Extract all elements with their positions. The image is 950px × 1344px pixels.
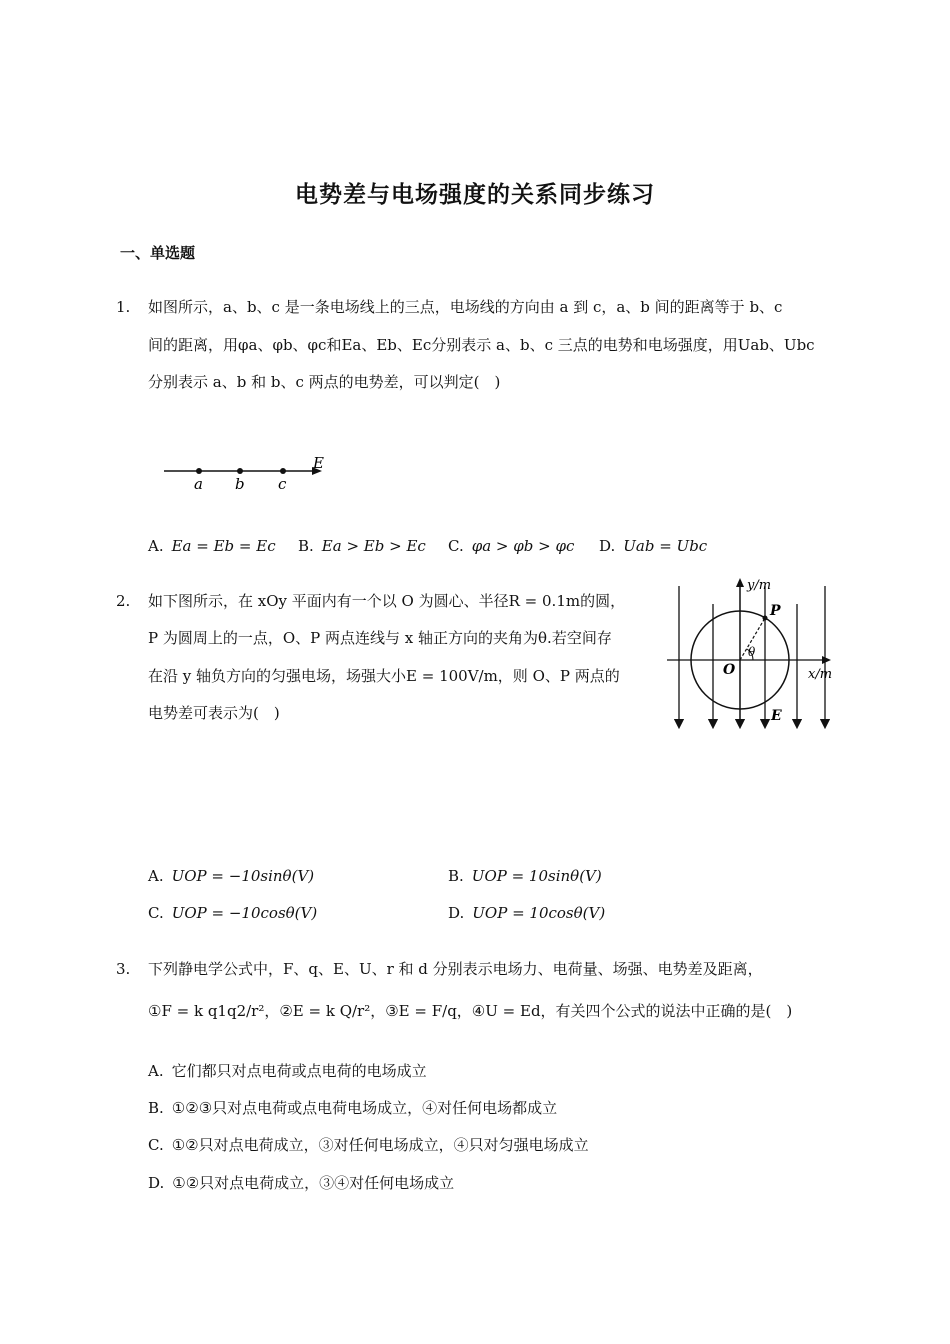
label-E: E bbox=[313, 454, 324, 472]
point-a bbox=[196, 468, 202, 474]
option-c[interactable] bbox=[448, 537, 574, 555]
option-text: UOP = −10cosθ(V) bbox=[171, 904, 318, 922]
option-b[interactable] bbox=[448, 867, 602, 885]
option-b[interactable] bbox=[148, 1097, 557, 1118]
option-label: A. bbox=[148, 1062, 164, 1080]
question-number: 3. bbox=[116, 960, 131, 978]
option-b[interactable] bbox=[298, 537, 426, 555]
option-text: Ea = Eb = Ec bbox=[171, 537, 276, 555]
option-label: C. bbox=[148, 1136, 164, 1154]
option-text: ①②只对点电荷成立，③④对任何电场成立 bbox=[172, 1174, 455, 1192]
section-heading: 一、单选题 bbox=[120, 244, 196, 262]
option-text: ①②③只对点电荷或点电荷电场成立，④对任何电场都成立 bbox=[171, 1099, 558, 1117]
circle-field-figure bbox=[665, 574, 840, 734]
option-text: 它们都只对点电荷或点电荷的电场成立 bbox=[171, 1062, 427, 1080]
option-text: Ea > Eb > Ec bbox=[321, 537, 426, 555]
option-label: B. bbox=[448, 867, 464, 885]
x-axis-label: x/m bbox=[808, 667, 833, 682]
option-label: B. bbox=[148, 1099, 164, 1117]
option-text: UOP = 10sinθ(V) bbox=[471, 867, 602, 885]
question-text-line: 下列静电学公式中，F、q、E、U、r 和 d 分别表示电场力、电荷量、场强、电势差及距离， bbox=[148, 960, 763, 978]
question-text-line: P 为圆周上的一点，O、P 两点连线与 x 轴正方向的夹角为θ.若空间存 bbox=[148, 629, 612, 647]
question-number: 1. bbox=[116, 298, 131, 316]
point-P-label: P bbox=[770, 603, 781, 619]
option-label: D. bbox=[599, 537, 616, 555]
y-axis-label: y/m bbox=[747, 578, 772, 593]
point-P bbox=[763, 616, 768, 621]
option-label: A. bbox=[148, 537, 164, 555]
option-c[interactable] bbox=[148, 1134, 589, 1155]
option-a[interactable] bbox=[148, 1060, 427, 1081]
question-text-line: 电势差可表示为( ) bbox=[148, 704, 280, 722]
option-text: UOP = −10sinθ(V) bbox=[171, 867, 315, 885]
question-text-line: 如图所示，a、b、c 是一条电场线上的三点，电场线的方向由 a 到 c，a、b 间的距离等于 b、c bbox=[148, 298, 783, 316]
option-a[interactable] bbox=[148, 537, 276, 555]
page-title: 电势差与电场强度的关系同步练习 bbox=[295, 182, 655, 208]
option-label: A. bbox=[148, 867, 164, 885]
angle-label: θ bbox=[748, 645, 756, 659]
option-label: B. bbox=[298, 537, 314, 555]
option-text: Uab = Ubc bbox=[623, 537, 708, 555]
option-label: C. bbox=[148, 904, 164, 922]
option-d[interactable] bbox=[448, 904, 605, 922]
option-text: φa > φb > φc bbox=[471, 537, 575, 555]
question-text-line: 分别表示 a、b 和 b、c 两点的电势差，可以判定( ) bbox=[148, 373, 501, 391]
option-d[interactable] bbox=[599, 537, 707, 555]
label-c: c bbox=[278, 475, 287, 493]
option-label: C. bbox=[448, 537, 464, 555]
option-label: D. bbox=[148, 1174, 165, 1192]
point-b bbox=[237, 468, 243, 474]
option-label: D. bbox=[448, 904, 465, 922]
option-c[interactable] bbox=[148, 904, 317, 922]
origin-label: O bbox=[723, 662, 736, 678]
question-text-line: 间的距离，用φa、φb、φc和Ea、Eb、Ec分别表示 a、b、c 三点的电势和电场强度，用Uab、Ubc bbox=[148, 336, 815, 354]
question-number: 2. bbox=[116, 592, 131, 610]
option-d[interactable] bbox=[148, 1172, 454, 1193]
point-c bbox=[280, 468, 286, 474]
label-a: a bbox=[194, 475, 203, 493]
field-line-figure bbox=[160, 452, 335, 497]
field-E-label: E bbox=[771, 708, 782, 724]
label-b: b bbox=[235, 475, 245, 493]
question-text-line: 如下图所示，在 xOy 平面内有一个以 O 为圆心、半径R = 0.1m的圆， bbox=[148, 592, 626, 610]
question-text-line: 在沿 y 轴负方向的匀强电场，场强大小E = 100V/m，则 O、P 两点的 bbox=[148, 667, 620, 685]
option-text: UOP = 10cosθ(V) bbox=[472, 904, 606, 922]
option-text: ①②只对点电荷成立，③对任何电场成立，④只对匀强电场成立 bbox=[171, 1136, 589, 1154]
option-a[interactable] bbox=[148, 867, 314, 885]
question-text-line: ①F = k q1q2/r²，②E = k Q/r²，③E = F/q，④U = Ed，有关四个公式的说法中正确的是( ) bbox=[148, 1002, 793, 1020]
